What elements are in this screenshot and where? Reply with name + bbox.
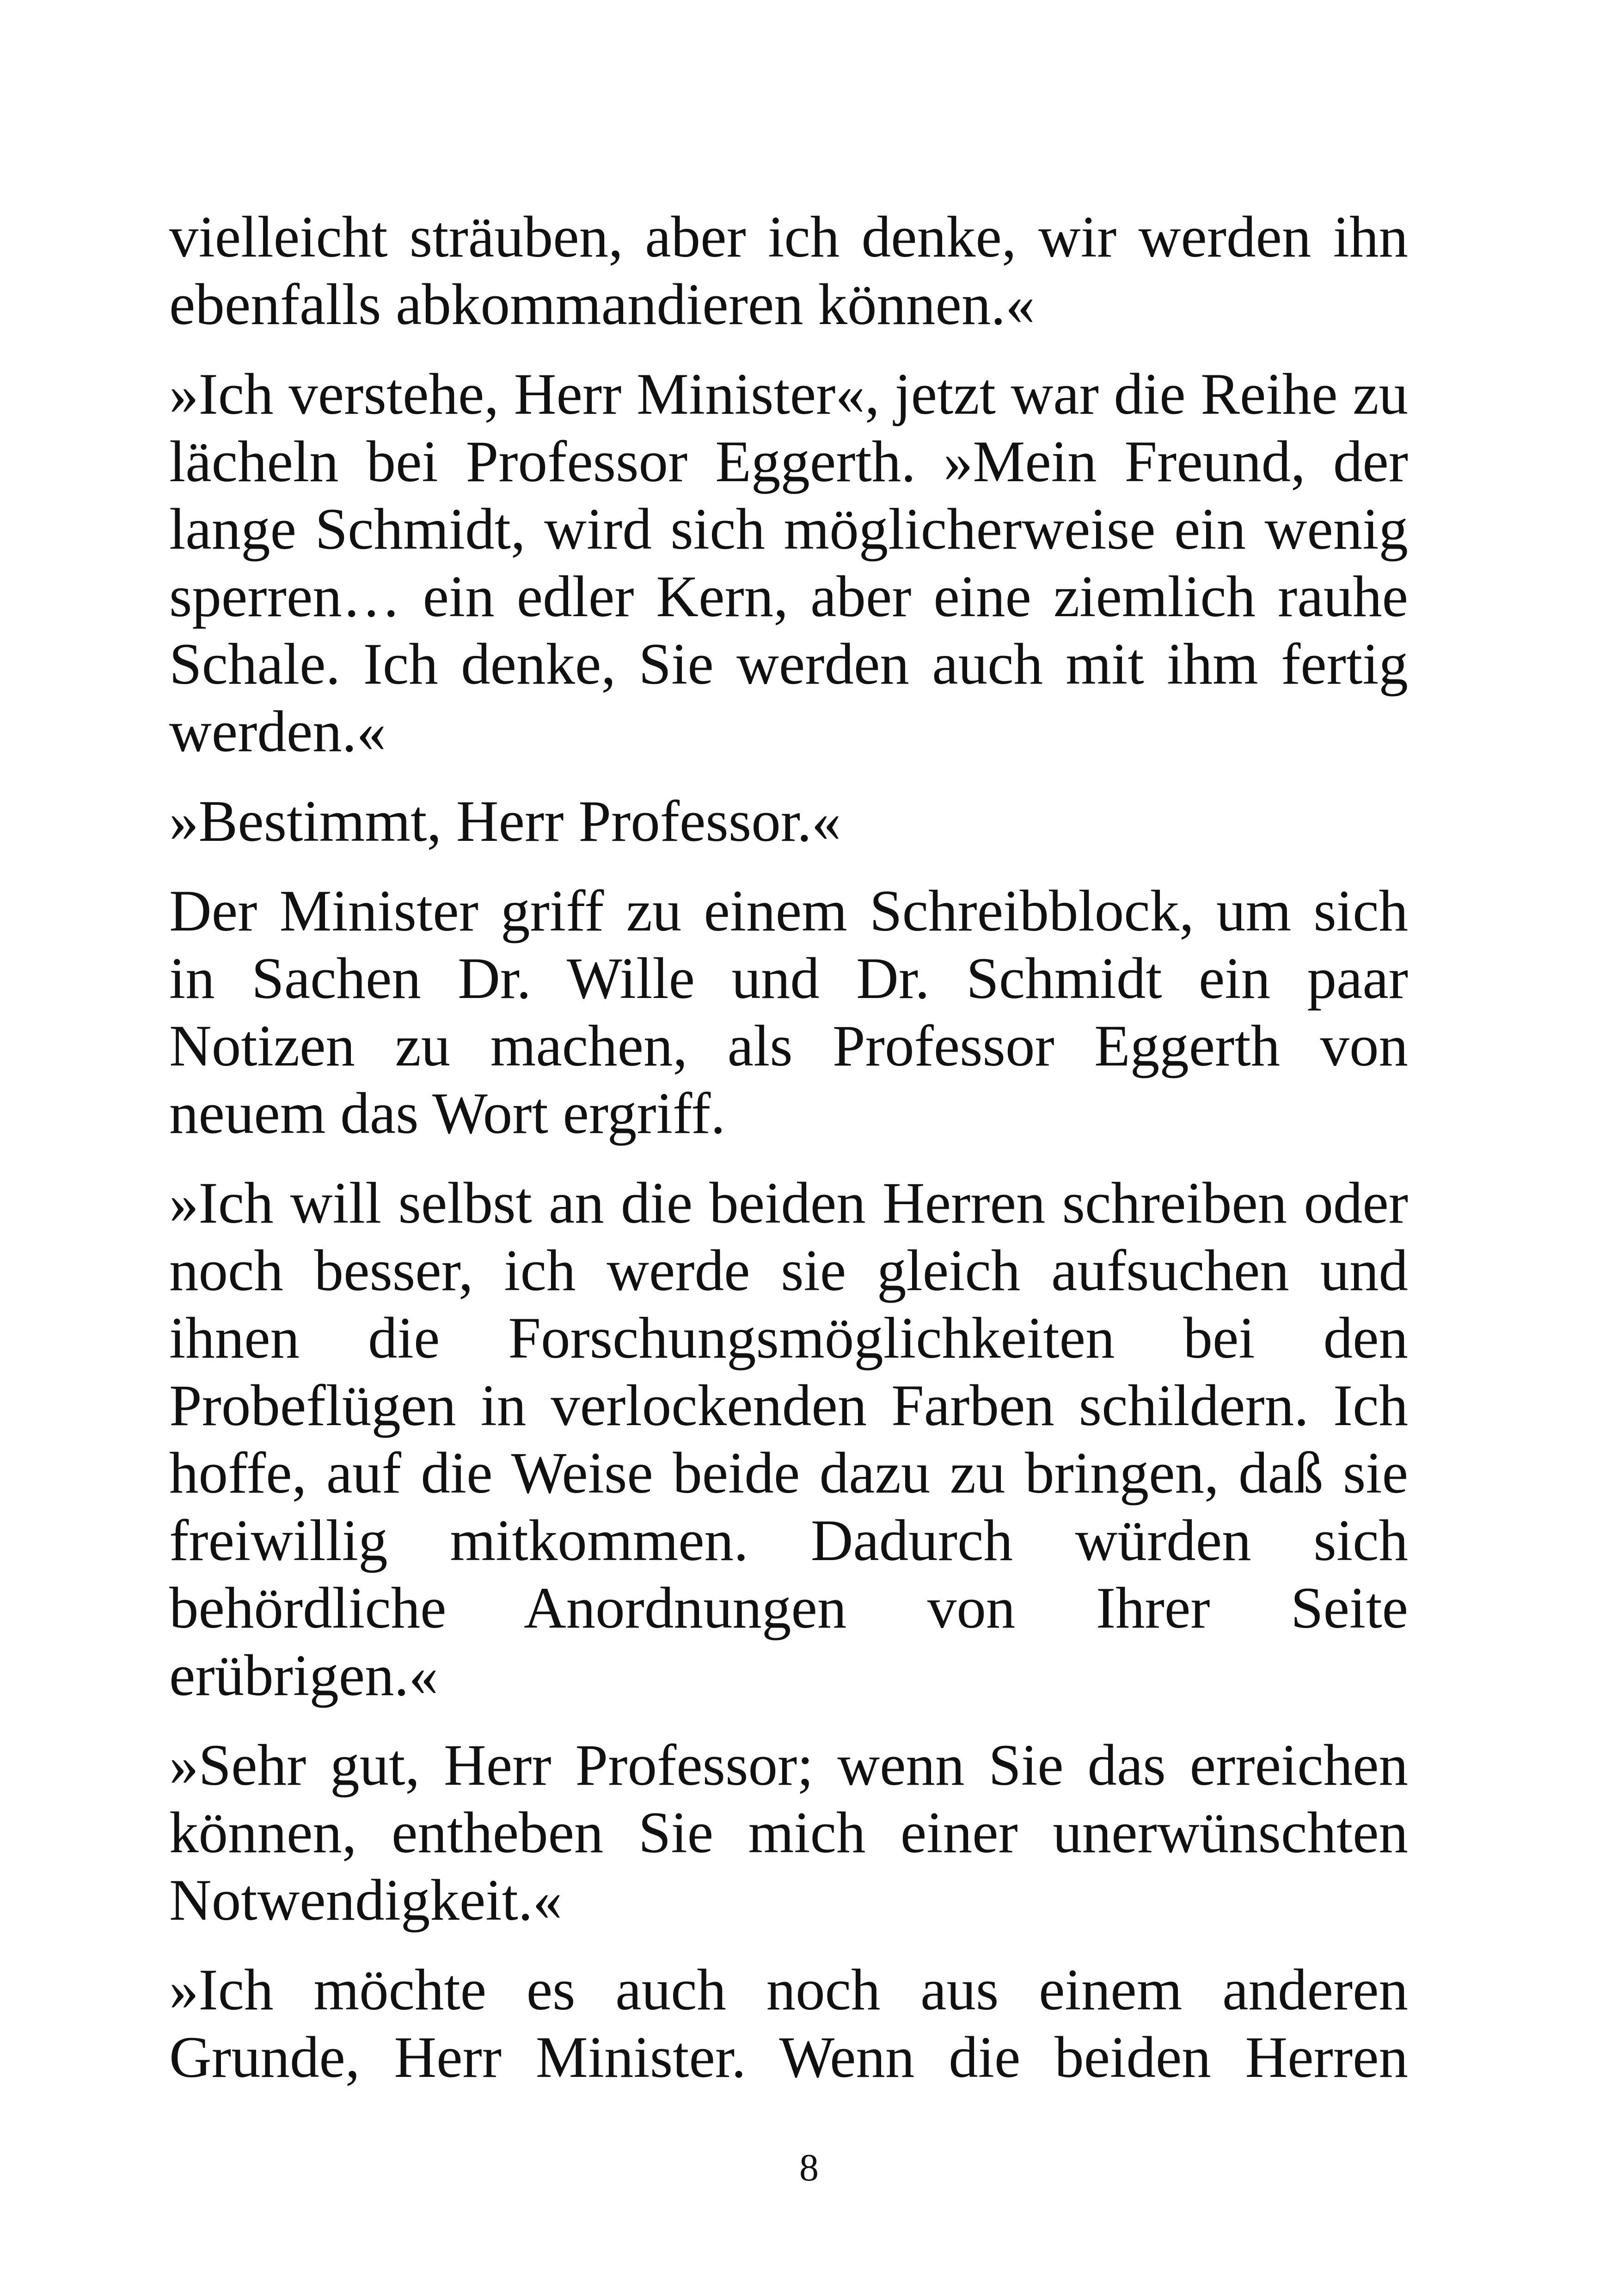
paragraph: »Ich will selbst an die beiden Herren schreiben oder noch besser, ich werde sie gleich aufsuchen und ihnen die Forschungsmöglichkeiten bei den Probeflügen in verlockenden Farben schildern. Ich hoffe, auf die Weise beide dazu zu bringen, daß sie freiwillig mitkommen. Dadurch würden sich behördliche Anordnungen von Ihrer Seite erübrigen.« (169, 1171, 1408, 1708)
paragraph: »Ich verstehe, Herr Minister«, jetzt war die Reihe zu lächeln bei Professor Eggerth. »Mein Freund, der lange Schmidt, wird sich möglicherweise ein wenig sperren… ein edler Kern, aber eine ziemlich rauhe Schale. Ich denke, Sie werden auch mit ihm fertig werden.« (169, 362, 1408, 764)
paragraph: vielleicht sträuben, aber ich denke, wir werden ihn ebenfalls abkommandieren können.« (169, 205, 1408, 337)
paragraph: »Ich möchte es auch noch aus einem anderen Grunde, Herr Minister. Wenn die beiden Herren (169, 1958, 1408, 2090)
book-page-text (169, 203, 1408, 2113)
paragraph: »Bestimmt, Herr Professor.« (169, 789, 841, 854)
paragraph: »Sehr gut, Herr Professor; wenn Sie das erreichen können, entheben Sie mich einer unerwünschten Notwendigkeit.« (169, 1733, 1408, 1933)
page-number: 8 (799, 2146, 819, 2189)
paragraph: Der Minister griff zu einem Schreibblock, um sich in Sachen Dr. Wille und Dr. Schmidt ein paar Notizen zu machen, als Professor Eggerth von neuem das Wort ergriff. (169, 879, 1408, 1146)
